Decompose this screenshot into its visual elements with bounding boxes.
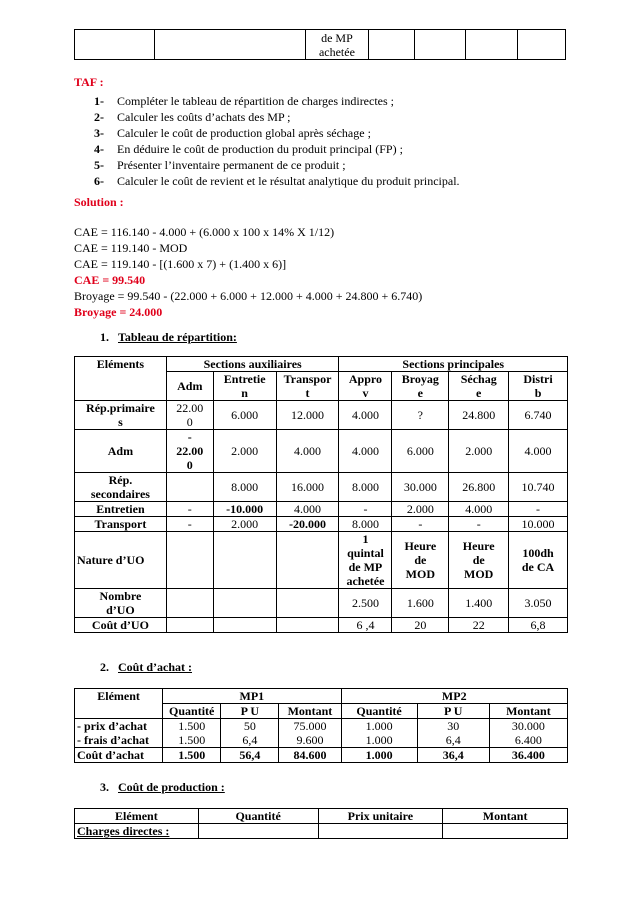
- cell-line: Adm: [177, 379, 203, 393]
- repartition-row: [75, 473, 568, 502]
- cell-line: MOD: [464, 567, 494, 581]
- repartition-cell: [166, 401, 213, 430]
- repartition-cell: [213, 401, 276, 430]
- achat-table: [74, 688, 568, 763]
- achat-subheader: P U: [417, 704, 489, 719]
- taf-title: TAF :: [74, 75, 104, 89]
- repartition-cell: [276, 532, 339, 589]
- row-label: [75, 589, 167, 618]
- achat-row: [75, 733, 568, 748]
- repartition-cell: [339, 401, 392, 430]
- repartition-cell: [276, 589, 339, 618]
- taf-item-number: 5-: [94, 158, 104, 172]
- repartition-cell: [509, 502, 568, 517]
- repartition-cell: [166, 532, 213, 589]
- cell-line: Coût d’UO: [91, 618, 149, 632]
- column-header: [392, 372, 449, 401]
- repartition-cell: [339, 589, 392, 618]
- repartition-cell: [449, 430, 509, 473]
- cell-line: secondaires: [90, 487, 150, 501]
- cell-line: Heure: [404, 539, 437, 553]
- repartition-cell: [392, 473, 449, 502]
- repartition-cell: [213, 502, 276, 517]
- repartition-row: [75, 618, 568, 633]
- taf-item-text: Calculer le coût de revient et le résultat analytique du produit principal.: [117, 174, 460, 188]
- cell-line: 2.000: [231, 517, 259, 531]
- cell-line: 4.000: [294, 444, 322, 458]
- cell-line: 20: [414, 618, 427, 632]
- production-header: Montant: [443, 809, 568, 824]
- cell-line: Nature d’UO: [77, 553, 145, 567]
- repartition-cell: [166, 430, 213, 473]
- top-cell: [154, 30, 305, 60]
- cell-line: 1: [362, 532, 369, 546]
- repartition-cell: [449, 502, 509, 517]
- cell-line: 4.000: [351, 408, 379, 422]
- repartition-cell: [166, 517, 213, 532]
- achat-cell: 1.500: [163, 748, 221, 763]
- broyage-result: Broyage = 24.000: [74, 305, 163, 319]
- repartition-cell: [449, 532, 509, 589]
- achat-row: [75, 719, 568, 734]
- cell-line: Appro: [348, 372, 382, 386]
- taf-item-number: 6-: [94, 174, 104, 188]
- cell-line: 6.740: [524, 408, 552, 422]
- cell-line: v: [362, 386, 369, 400]
- repartition-cell: [166, 589, 213, 618]
- repartition-cell: [213, 517, 276, 532]
- repartition-cell: [509, 532, 568, 589]
- cell-line: 6.000: [231, 408, 259, 422]
- column-header: [449, 372, 509, 401]
- section-number: 2.: [100, 660, 109, 674]
- achat-cell: 6,4: [417, 733, 489, 748]
- cell-line: 8.000: [231, 480, 259, 494]
- top-cell-line: de MP: [321, 30, 353, 45]
- repartition-cell: [276, 502, 339, 517]
- cell-line: -: [363, 502, 368, 516]
- taf-item-text: Calculer les coûts d’achats des MP ;: [117, 110, 291, 124]
- cell-line: 3.050: [524, 596, 552, 610]
- repartition-cell: [213, 618, 276, 633]
- cell-line: quintal: [347, 546, 384, 560]
- achat-cell: 1.500: [163, 733, 221, 748]
- cell-line: 0: [186, 415, 193, 429]
- production-row-label: Charges directes :: [75, 824, 199, 839]
- taf-item: [94, 110, 291, 124]
- cell-line: achetée: [346, 574, 385, 588]
- cell-line: 8.000: [351, 517, 379, 531]
- achat-header-empty: [75, 704, 163, 719]
- achat-cell: 84.600: [279, 748, 341, 763]
- taf-item: [94, 94, 394, 108]
- section-label: Coût d’achat :: [118, 660, 192, 674]
- row-label: [75, 502, 167, 517]
- solution-line: CAE = 119.140 - [(1.600 x 7) + (1.400 x 6)]: [74, 257, 287, 271]
- cell-line: de CA: [521, 560, 555, 574]
- repartition-cell: [213, 473, 276, 502]
- cell-line: -: [187, 430, 192, 444]
- achat-row-label: - prix d’achat: [75, 719, 163, 734]
- achat-subheader: Montant: [279, 704, 341, 719]
- section-number: 3.: [100, 780, 109, 794]
- cell-line: 4.000: [465, 502, 493, 516]
- repartition-cell: [449, 401, 509, 430]
- top-cell: [368, 30, 414, 60]
- solution-line: CAE = 116.140 - 4.000 + (6.000 x 100 x 14% X 1/12): [74, 225, 335, 239]
- cell-line: n: [241, 386, 248, 400]
- cell-line: 4.000: [524, 444, 552, 458]
- cell-line: -: [536, 502, 541, 516]
- cell-line: 1.600: [406, 596, 434, 610]
- achat-cell: 1.000: [341, 733, 417, 748]
- cell-line: 16.000: [291, 480, 325, 494]
- achat-subheader: P U: [221, 704, 279, 719]
- repartition-cell: [509, 618, 568, 633]
- taf-item: [94, 158, 346, 172]
- cell-line: ?: [417, 408, 423, 422]
- repartition-cell: [509, 589, 568, 618]
- repartition-cell: [213, 430, 276, 473]
- cell-line: Entretien: [96, 502, 145, 516]
- repartition-cell: [213, 589, 276, 618]
- cell-line: -20.000: [289, 517, 327, 531]
- repartition-row: [75, 430, 568, 473]
- cell-line: 4.000: [294, 502, 322, 516]
- cell-line: e: [417, 386, 423, 400]
- cell-line: Adm: [107, 444, 134, 458]
- production-cell: [318, 824, 443, 839]
- repartition-cell: [392, 401, 449, 430]
- top-partial-table: [74, 29, 566, 60]
- section-label: Coût de production :: [118, 780, 225, 794]
- cell-line: 100dh: [522, 546, 554, 560]
- cell-line: 2.000: [406, 502, 434, 516]
- taf-item-text: Compléter le tableau de répartition de charges indirectes ;: [117, 94, 395, 108]
- cell-line: 6.000: [406, 444, 434, 458]
- repartition-cell: [509, 430, 568, 473]
- cell-line: e: [476, 386, 482, 400]
- achat-cell: 6.400: [489, 733, 567, 748]
- achat-subheader: Quantité: [341, 704, 417, 719]
- achat-row-label: Coût d’achat: [75, 748, 163, 763]
- cell-line: -: [476, 517, 481, 531]
- cell-line: Séchag: [460, 372, 497, 386]
- cell-line: 10.740: [521, 480, 555, 494]
- taf-item-text: Calculer le coût de production global après séchage ;: [117, 126, 371, 140]
- repartition-row: [75, 401, 568, 430]
- cell-line: 6,8: [530, 618, 546, 632]
- taf-item: [94, 126, 371, 140]
- top-cell: [75, 30, 155, 60]
- cell-line: 22: [472, 618, 485, 632]
- column-header: [166, 372, 213, 401]
- achat-header-element: Elément: [75, 689, 163, 704]
- repartition-cell: [392, 430, 449, 473]
- header-auxiliary: Sections auxiliaires: [166, 357, 339, 372]
- solution-line: CAE = 119.140 - MOD: [74, 241, 188, 255]
- top-cell-mp: [306, 30, 369, 60]
- cell-line: -: [187, 502, 192, 516]
- repartition-cell: [392, 589, 449, 618]
- row-label: [75, 517, 167, 532]
- repartition-cell: [213, 532, 276, 589]
- repartition-cell: [392, 502, 449, 517]
- repartition-cell: [276, 473, 339, 502]
- cell-line: 22.00: [176, 444, 204, 458]
- cell-line: 2.500: [351, 596, 379, 610]
- achat-cell: 36.400: [489, 748, 567, 763]
- cell-line: de: [472, 553, 485, 567]
- cell-line: 2.000: [465, 444, 493, 458]
- taf-item-number: 2-: [94, 110, 104, 124]
- cell-line: 22.00: [176, 401, 204, 415]
- cell-line: Broyag: [401, 372, 439, 386]
- cell-line: 12.000: [291, 408, 325, 422]
- cell-line: de: [414, 553, 427, 567]
- cell-line: 1.400: [465, 596, 493, 610]
- achat-cell: 1.500: [163, 719, 221, 734]
- header-principal: Sections principales: [339, 357, 568, 372]
- repartition-cell: [276, 517, 339, 532]
- taf-item-number: 1-: [94, 94, 104, 108]
- cae-result: CAE = 99.540: [74, 273, 146, 287]
- cell-line: -: [187, 517, 192, 531]
- repartition-cell: [276, 430, 339, 473]
- achat-cell: 75.000: [279, 719, 341, 734]
- top-cell-line: achetée: [318, 44, 355, 59]
- repartition-cell: [339, 430, 392, 473]
- cell-line: t: [305, 386, 310, 400]
- achat-cell: 30: [417, 719, 489, 734]
- production-header: Prix unitaire: [318, 809, 443, 824]
- column-header: [339, 372, 392, 401]
- achat-cell: 9.600: [279, 733, 341, 748]
- repartition-cell: [449, 517, 509, 532]
- repartition-cell: [276, 401, 339, 430]
- header-elements: Eléments: [75, 357, 167, 372]
- production-cell: [198, 824, 318, 839]
- taf-item: [94, 142, 403, 156]
- cell-line: 8.000: [351, 480, 379, 494]
- cell-line: 2.000: [231, 444, 259, 458]
- top-cell: [414, 30, 465, 60]
- cell-line: Distri: [523, 372, 553, 386]
- cell-line: Heure: [462, 539, 495, 553]
- cell-line: d’UO: [106, 603, 135, 617]
- cell-line: Nombre: [99, 589, 142, 603]
- achat-total-row: [75, 748, 568, 763]
- achat-subheader: Quantité: [163, 704, 221, 719]
- repartition-cell: [509, 517, 568, 532]
- repartition-cell: [392, 517, 449, 532]
- repartition-row: [75, 502, 568, 517]
- repartition-cell: [392, 532, 449, 589]
- achat-cell: 1.000: [341, 748, 417, 763]
- cell-line: 10.000: [521, 517, 555, 531]
- cell-line: Transpor: [283, 372, 332, 386]
- repartition-cell: [339, 532, 392, 589]
- achat-row-label: - frais d’achat: [75, 733, 163, 748]
- repartition-cell: [509, 473, 568, 502]
- repartition-cell: [392, 618, 449, 633]
- row-label: [75, 430, 167, 473]
- taf-item-text: En déduire le coût de production du produit principal (FP) ;: [117, 142, 403, 156]
- repartition-row: [75, 532, 568, 589]
- achat-subheader: Montant: [489, 704, 567, 719]
- achat-cell: 6,4: [221, 733, 279, 748]
- top-cell: [466, 30, 517, 60]
- achat-cell: 1.000: [341, 719, 417, 734]
- row-label: [75, 401, 167, 430]
- achat-header-mp1: MP1: [163, 689, 341, 704]
- row-label: [75, 532, 167, 589]
- repartition-row: [75, 589, 568, 618]
- repartition-cell: [509, 401, 568, 430]
- achat-cell: 36,4: [417, 748, 489, 763]
- repartition-cell: [276, 618, 339, 633]
- cell-line: Transport: [94, 517, 147, 531]
- achat-cell: 56,4: [221, 748, 279, 763]
- taf-item-number: 3-: [94, 126, 104, 140]
- section-number: 1.: [100, 330, 109, 344]
- repartition-cell: [449, 473, 509, 502]
- broyage-line: Broyage = 99.540 - (22.000 + 6.000 + 12.000 + 4.000 + 24.800 + 6.740): [74, 289, 423, 303]
- repartition-cell: [339, 502, 392, 517]
- cell-line: s: [118, 415, 123, 429]
- achat-header-mp2: MP2: [341, 689, 567, 704]
- section-1-title: [100, 330, 237, 345]
- row-label: [75, 618, 167, 633]
- cell-line: b: [534, 386, 542, 400]
- row-label: [75, 473, 167, 502]
- cell-line: Entretie: [223, 372, 266, 386]
- header-empty: [75, 372, 167, 401]
- cell-line: -: [418, 517, 423, 531]
- cell-line: Rép.: [108, 473, 133, 487]
- production-header: Quantité: [198, 809, 318, 824]
- column-header: [213, 372, 276, 401]
- repartition-cell: [339, 517, 392, 532]
- repartition-table: [74, 356, 568, 633]
- repartition-cell: [449, 618, 509, 633]
- cell-line: MOD: [405, 567, 435, 581]
- production-table: [74, 808, 568, 839]
- section-2-title: [100, 660, 192, 675]
- column-header: [276, 372, 339, 401]
- repartition-cell: [449, 589, 509, 618]
- top-cell: [517, 30, 565, 60]
- cell-line: 4.000: [351, 444, 379, 458]
- cell-line: Rép.primaire: [86, 401, 155, 415]
- cell-line: -10.000: [226, 502, 264, 516]
- achat-cell: 30.000: [489, 719, 567, 734]
- repartition-cell: [166, 502, 213, 517]
- repartition-cell: [166, 473, 213, 502]
- production-cell: [443, 824, 568, 839]
- section-3-title: [100, 780, 225, 795]
- cell-line: de MP: [348, 560, 383, 574]
- cell-line: 30.000: [403, 480, 437, 494]
- solution-title: Solution :: [74, 195, 124, 209]
- taf-item-number: 4-: [94, 142, 104, 156]
- cell-line: 0: [186, 458, 193, 472]
- repartition-cell: [339, 618, 392, 633]
- repartition-cell: [339, 473, 392, 502]
- column-header: [509, 372, 568, 401]
- repartition-row: [75, 517, 568, 532]
- repartition-cell: [166, 618, 213, 633]
- cell-line: 24.800: [462, 408, 496, 422]
- cell-line: 6 ,4: [356, 618, 375, 632]
- achat-cell: 50: [221, 719, 279, 734]
- section-label: Tableau de répartition:: [118, 330, 237, 344]
- production-header: Elément: [75, 809, 199, 824]
- cell-line: 26.800: [462, 480, 496, 494]
- taf-item-text: Présenter l’inventaire permanent de ce produit ;: [117, 158, 346, 172]
- taf-item: [94, 174, 460, 188]
